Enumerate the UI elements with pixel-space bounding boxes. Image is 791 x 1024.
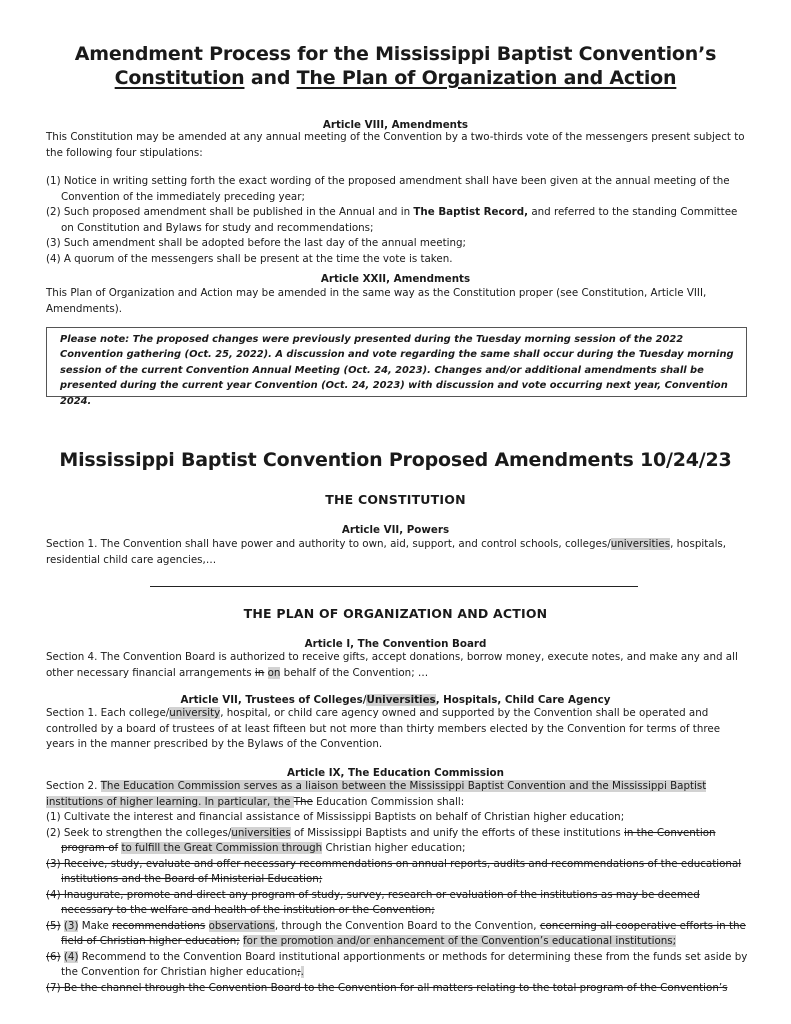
title-and: and — [244, 67, 297, 89]
inserted-text: observations — [208, 919, 275, 932]
inserted-text: universities — [610, 538, 671, 550]
education-commission-duties — [46, 810, 750, 996]
text: Article VII, Trustees of Colleges/ — [180, 694, 367, 706]
title-line-1: Amendment Process for the Mississippi Baptist Convention’s — [74, 43, 717, 65]
article-8-intro: This Constitution may be amended at any annual meeting of the Convention by a two-thirds vote of the messengers present subject to the following four stipulations: — [46, 131, 745, 159]
item-text: (2) Such proposed amendment shall be published in the Annual and in — [46, 206, 414, 218]
list-item — [46, 205, 750, 236]
deleted-text: (6) — [46, 950, 61, 963]
plan-article-7-section-1 — [46, 706, 750, 753]
deleted-text: recommendations — [112, 919, 206, 932]
article-8-heading: Article VIII, Amendments — [322, 119, 469, 131]
inserted-text: (3) — [63, 919, 79, 932]
text: (2) Seek to strengthen the colleges/ — [46, 826, 232, 839]
inserted-text: . — [300, 966, 304, 978]
inserted-text: (4) — [63, 950, 79, 963]
text: , hospital, or child care agency owned and supported by the Convention shall be operated and controlled by a board of trustees of at least fifteen but not more than thirty members elected by the Convention for terms of three years in the manner prescribed by the Bylaws of the Convention. — [46, 707, 721, 750]
text: Section 1. Each college/ — [46, 707, 170, 719]
inserted-text: Universities — [366, 694, 436, 706]
inserted-text: for the promotion and/or enhancement of the Convention’s educational institutions; — [243, 935, 677, 947]
article-22-heading: Article XXII, Amendments — [320, 273, 471, 285]
plan-section-4 — [46, 650, 750, 681]
deleted-text: in — [254, 666, 265, 679]
deleted-text: concerning all cooperative efforts in the field of Christian higher education; — [61, 919, 746, 947]
list-item: (3) Such amendment shall be adopted before the last day of the annual meeting; — [46, 237, 466, 249]
list-item: (4) A quorum of the messengers shall be present at the time the vote is taken. — [46, 252, 453, 265]
baptist-record-title: The Baptist Record, — [413, 206, 529, 218]
deleted-text: ; — [297, 966, 301, 978]
document-title — [0, 42, 791, 90]
list-item: (1) Cultivate the interest and financial assistance of Mississippi Baptists on behalf of Christian higher education; — [46, 811, 625, 823]
list-item-deleted: (4) Inaugurate, promote and direct any program of study, survey, research or evaluation of the institutions as may be deemed necessary to the welfare and health of the institution or the Convention; — [46, 888, 700, 916]
plan-article-9-section-2 — [46, 779, 750, 810]
inserted-text: university — [169, 707, 221, 719]
text: Recommend to the Convention Board institutional apportionments or methods for determining these from the funds set aside by the Convention for Christian higher education — [61, 950, 748, 978]
deleted-text: in the Convention program of — [61, 826, 716, 854]
title-constitution: Constitution — [114, 67, 245, 89]
constitution-article-7-heading: Article VII, Powers — [341, 524, 450, 536]
text: , hospitals, residential child care agencies,… — [46, 538, 727, 566]
inserted-text: on — [267, 666, 281, 679]
text: Section 2. — [46, 780, 101, 792]
list-item-deleted: (3) Receive, study, evaluate and offer necessary recommendations on annual reports, audits and recommendations of the educational institutions and the Board of Ministerial Education; — [46, 857, 742, 885]
inserted-text: universities — [231, 826, 291, 839]
inserted-text: to fulfill the Great Commission through — [121, 842, 323, 854]
list-item: (1) Notice in writing setting forth the exact wording of the proposed amendment shall have been given at the annual meeting of the Convention of the immediately preceding year; — [46, 175, 730, 203]
list-item — [46, 919, 750, 950]
article-8-stipulations — [46, 174, 750, 267]
deleted-text: (5) — [46, 919, 61, 932]
article-22-text: This Plan of Organization and Action may be amended in the same way as the Constitution proper (see Constitution, Article VIII, Amendments). — [46, 287, 707, 315]
text: , through the Convention Board to the Convention, — [274, 919, 540, 932]
constitution-section-1 — [46, 537, 750, 568]
list-item — [46, 826, 750, 857]
list-item — [46, 950, 750, 981]
text: , Hospitals, Child Care Agency — [435, 694, 611, 706]
note-box: Please note: The proposed changes were previously presented during the Tuesday morning session of the 2022 Convention gathering (Oct. 25, 2022). A discussion and vote regarding the same shall occur during the Tuesday morning session of the current Convention Annual Meeting (Oct. 24, 2023). Changes and/or additional amendments shall be presented during the current year Convention (Oct. 24, 2023) with discussion and vote occurring next year, Convention 2024. — [46, 327, 747, 397]
proposed-amendments-title: Mississippi Baptist Convention Proposed Amendments 10/24/23 — [59, 449, 732, 471]
text: Section 1. The Convention shall have power and authority to own, aid, support, and control schools, colleges/ — [46, 538, 611, 550]
text: of Mississippi Baptists and unify the efforts of these institutions — [290, 826, 624, 839]
plan-article-9-heading: Article IX, The Education Commission — [287, 767, 504, 779]
text: Christian higher education; — [322, 842, 466, 854]
constitution-heading: THE CONSTITUTION — [325, 492, 466, 507]
plan-heading: THE PLAN OF ORGANIZATION AND ACTION — [243, 606, 548, 621]
deleted-text: The — [293, 795, 313, 808]
text: behalf of the Convention; … — [280, 666, 429, 679]
section-divider — [150, 586, 638, 587]
item-text: and referred to the standing Committee on Constitution and Bylaws for study and recommendations; — [61, 206, 738, 234]
text: Education Commission shall: — [312, 795, 465, 808]
title-plan: The Plan of Organization and Action — [296, 67, 677, 89]
plan-article-1-heading: Article I, The Convention Board — [304, 638, 487, 650]
text: Make — [78, 919, 113, 932]
text: Section 4. The Convention Board is authorized to receive gifts, accept donations, borrow money, execute notes, and make any and all other necessary financial arrangements — [46, 651, 738, 679]
inserted-text: The Education Commission serves as a liaison between the Mississippi Baptist Convention and the Mississippi Baptist institutions of higher learning. In particular, the — [46, 780, 707, 808]
list-item-deleted: (7) Be the channel through the Convention Board to the Convention for all matters relating to the total program of the Convention’s — [46, 981, 728, 994]
